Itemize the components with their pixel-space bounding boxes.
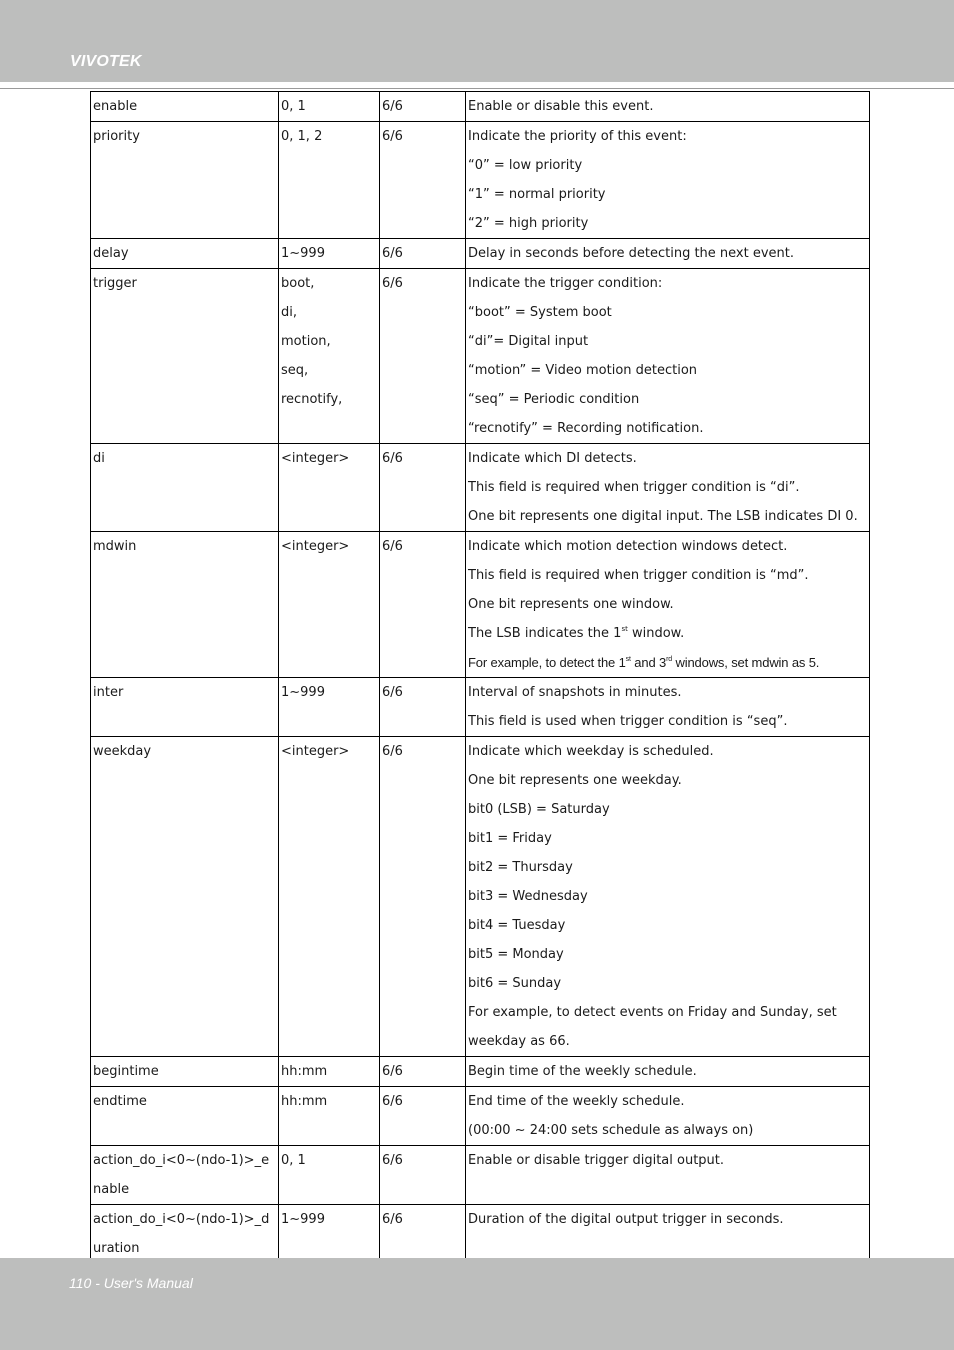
value-cell bbox=[279, 1057, 380, 1087]
value-cell bbox=[279, 444, 380, 532]
parameter-name: endtime bbox=[93, 1094, 147, 1109]
description-line bbox=[468, 648, 869, 677]
description-line: bit6 = Sunday bbox=[468, 976, 562, 991]
parameter-value: boot, bbox=[281, 276, 315, 291]
parameter-value: 0, 1 bbox=[281, 1153, 306, 1168]
description-line: “di”= Digital input bbox=[468, 334, 589, 349]
security-level: 6/6 bbox=[382, 1153, 403, 1168]
description-line: Enable or disable trigger digital output. bbox=[468, 1153, 725, 1168]
table-row bbox=[91, 737, 870, 1057]
parameter-value: seq, bbox=[281, 363, 309, 378]
table-row bbox=[91, 92, 870, 122]
parameter-name-cell bbox=[91, 1057, 279, 1087]
parameter-name: uration bbox=[93, 1241, 140, 1256]
description-line: bit5 = Monday bbox=[468, 947, 564, 962]
description-line: Enable or disable this event. bbox=[468, 99, 654, 114]
description-line: “recnotify” = Recording notification. bbox=[468, 421, 704, 436]
description-cell bbox=[466, 678, 870, 737]
description-line: Begin time of the weekly schedule. bbox=[468, 1064, 697, 1079]
description-line: One bit represents one digital input. The LSB indicates DI 0. bbox=[468, 509, 858, 524]
security-cell bbox=[380, 1205, 466, 1264]
parameter-name-cell bbox=[91, 678, 279, 737]
parameter-name: action_do_i<0~(ndo-1)>_d bbox=[93, 1212, 270, 1227]
table-row bbox=[91, 532, 870, 678]
description-line: (00:00 ~ 24:00 sets schedule as always on) bbox=[468, 1123, 754, 1138]
parameter-name: priority bbox=[93, 129, 140, 144]
parameter-value: 1~999 bbox=[281, 246, 325, 261]
security-cell bbox=[380, 444, 466, 532]
value-cell bbox=[279, 1087, 380, 1146]
description-line: bit4 = Tuesday bbox=[468, 918, 566, 933]
value-cell bbox=[279, 122, 380, 239]
parameter-name: inter bbox=[93, 685, 124, 700]
description-cell bbox=[466, 269, 870, 444]
value-cell bbox=[279, 1146, 380, 1205]
security-level: 6/6 bbox=[382, 246, 403, 261]
description-line: “seq” = Periodic condition bbox=[468, 392, 640, 407]
description-line: Indicate which weekday is scheduled. bbox=[468, 744, 714, 759]
ordinal-suffix: rd bbox=[666, 656, 673, 663]
security-cell bbox=[380, 1057, 466, 1087]
parameter-name-cell bbox=[91, 1205, 279, 1264]
text-fragment: and 3 bbox=[630, 655, 667, 670]
security-level: 6/6 bbox=[382, 99, 403, 114]
security-cell bbox=[380, 239, 466, 269]
parameter-name-cell bbox=[91, 737, 279, 1057]
parameter-name: enable bbox=[93, 99, 138, 114]
parameter-name-cell bbox=[91, 1087, 279, 1146]
value-cell bbox=[279, 532, 380, 678]
description-line: Indicate the trigger condition: bbox=[468, 276, 663, 291]
parameter-name-cell bbox=[91, 444, 279, 532]
parameter-name: nable bbox=[93, 1182, 130, 1197]
security-cell bbox=[380, 122, 466, 239]
parameter-name: delay bbox=[93, 246, 129, 261]
parameter-value: <integer> bbox=[281, 539, 350, 554]
text-fragment: The LSB indicates the 1 bbox=[468, 626, 622, 641]
parameter-value: motion, bbox=[281, 334, 331, 349]
description-cell bbox=[466, 1205, 870, 1264]
parameter-value: hh:mm bbox=[281, 1064, 328, 1079]
description-line: This field is required when trigger condition is “md”. bbox=[468, 568, 809, 583]
ordinal-suffix: st bbox=[621, 625, 628, 633]
security-level: 6/6 bbox=[382, 276, 403, 291]
text-fragment: windows, set mdwin as 5. bbox=[672, 655, 820, 670]
page-number-label: 110 - User's Manual bbox=[69, 1275, 193, 1291]
description-line: One bit represents one weekday. bbox=[468, 773, 682, 788]
table-row bbox=[91, 444, 870, 532]
description-cell bbox=[466, 92, 870, 122]
parameter-value: 1~999 bbox=[281, 685, 325, 700]
ordinal-suffix: st bbox=[625, 656, 631, 663]
security-cell bbox=[380, 269, 466, 444]
description-line: Indicate which DI detects. bbox=[468, 451, 637, 466]
value-cell bbox=[279, 1205, 380, 1264]
parameter-name: di bbox=[93, 451, 105, 466]
security-cell bbox=[380, 678, 466, 737]
parameter-value: 0, 1, 2 bbox=[281, 129, 323, 144]
table-row bbox=[91, 678, 870, 737]
description-line: “0” = low priority bbox=[468, 158, 583, 173]
description-line: Delay in seconds before detecting the next event. bbox=[468, 246, 795, 261]
parameter-name: mdwin bbox=[93, 539, 137, 554]
security-level: 6/6 bbox=[382, 1064, 403, 1079]
security-level: 6/6 bbox=[382, 685, 403, 700]
description-line: “motion” = Video motion detection bbox=[468, 363, 698, 378]
parameter-name: begintime bbox=[93, 1064, 159, 1079]
parameter-table bbox=[90, 91, 870, 1264]
description-line: “2” = high priority bbox=[468, 216, 589, 231]
description-line: For example, to detect events on Friday and Sunday, set bbox=[468, 1005, 837, 1020]
description-line: bit0 (LSB) = Saturday bbox=[468, 802, 610, 817]
description-cell bbox=[466, 1057, 870, 1087]
table-row bbox=[91, 269, 870, 444]
parameter-name-cell bbox=[91, 239, 279, 269]
value-cell bbox=[279, 269, 380, 444]
parameter-name: trigger bbox=[93, 276, 137, 291]
description-cell bbox=[466, 532, 870, 678]
parameter-name: action_do_i<0~(ndo-1)>_e bbox=[93, 1153, 270, 1168]
parameter-name-cell bbox=[91, 1146, 279, 1205]
description-line: “1” = normal priority bbox=[468, 187, 606, 202]
text-fragment: For example, to detect the 1 bbox=[468, 655, 626, 670]
value-cell bbox=[279, 737, 380, 1057]
security-level: 6/6 bbox=[382, 744, 403, 759]
page-header bbox=[0, 0, 954, 82]
parameter-value: hh:mm bbox=[281, 1094, 328, 1109]
parameter-name-cell bbox=[91, 269, 279, 444]
parameter-name: weekday bbox=[93, 744, 152, 759]
security-cell bbox=[380, 1087, 466, 1146]
parameter-name-cell bbox=[91, 532, 279, 678]
security-level: 6/6 bbox=[382, 451, 403, 466]
description-cell bbox=[466, 737, 870, 1057]
security-cell bbox=[380, 1146, 466, 1205]
parameter-value: 1~999 bbox=[281, 1212, 325, 1227]
table-row bbox=[91, 122, 870, 239]
table-row bbox=[91, 1146, 870, 1205]
description-line bbox=[468, 619, 869, 648]
description-line: Duration of the digital output trigger in seconds. bbox=[468, 1212, 784, 1227]
description-line: Indicate which motion detection windows detect. bbox=[468, 539, 788, 554]
security-level: 6/6 bbox=[382, 539, 403, 554]
description-cell bbox=[466, 444, 870, 532]
parameter-value: <integer> bbox=[281, 451, 350, 466]
description-line: bit2 = Thursday bbox=[468, 860, 573, 875]
description-line: This field is used when trigger condition is “seq”. bbox=[468, 714, 788, 729]
table-row bbox=[91, 1057, 870, 1087]
description-line: weekday as 66. bbox=[468, 1034, 570, 1049]
table-row bbox=[91, 239, 870, 269]
security-level: 6/6 bbox=[382, 1212, 403, 1227]
parameter-name-cell bbox=[91, 92, 279, 122]
value-cell bbox=[279, 678, 380, 737]
description-cell bbox=[466, 122, 870, 239]
header-divider bbox=[0, 88, 954, 89]
security-cell bbox=[380, 532, 466, 678]
description-line: bit3 = Wednesday bbox=[468, 889, 588, 904]
text-fragment: window. bbox=[627, 626, 685, 641]
description-line: Interval of snapshots in minutes. bbox=[468, 685, 682, 700]
parameter-name-cell bbox=[91, 122, 279, 239]
value-cell bbox=[279, 92, 380, 122]
security-cell bbox=[380, 92, 466, 122]
parameter-value: di, bbox=[281, 305, 297, 320]
parameter-value: 0, 1 bbox=[281, 99, 306, 114]
table-row bbox=[91, 1087, 870, 1146]
brand-logo-text: VIVOTEK bbox=[70, 53, 142, 70]
description-line: This field is required when trigger condition is “di”. bbox=[468, 480, 800, 495]
description-cell bbox=[466, 239, 870, 269]
security-cell bbox=[380, 737, 466, 1057]
description-cell bbox=[466, 1087, 870, 1146]
description-cell bbox=[466, 1146, 870, 1205]
security-level: 6/6 bbox=[382, 1094, 403, 1109]
page-footer bbox=[0, 1258, 954, 1350]
description-line: One bit represents one window. bbox=[468, 597, 674, 612]
value-cell bbox=[279, 239, 380, 269]
description-line: “boot” = System boot bbox=[468, 305, 612, 320]
parameter-value: recnotify, bbox=[281, 392, 343, 407]
security-level: 6/6 bbox=[382, 129, 403, 144]
table-row bbox=[91, 1205, 870, 1264]
description-line: bit1 = Friday bbox=[468, 831, 552, 846]
parameter-value: <integer> bbox=[281, 744, 350, 759]
description-line: End time of the weekly schedule. bbox=[468, 1094, 685, 1109]
description-line: Indicate the priority of this event: bbox=[468, 129, 687, 144]
